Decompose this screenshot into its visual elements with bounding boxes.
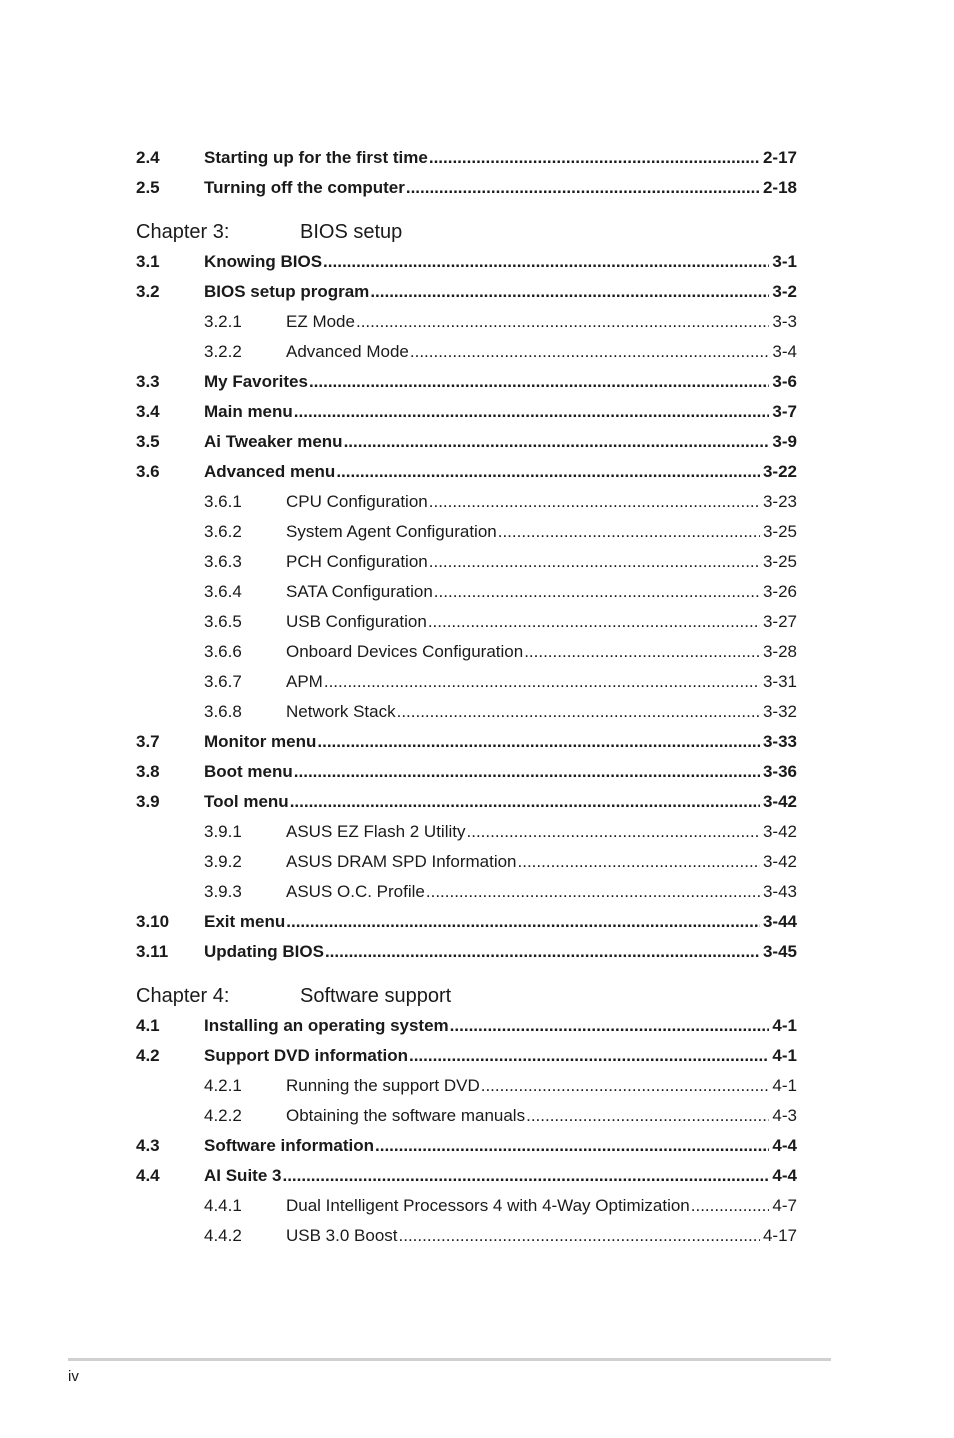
entry-line [204, 247, 797, 277]
section-title[interactable]: Onboard Devices Configuration [286, 642, 524, 661]
page-ref[interactable]: 3-23 [762, 492, 797, 511]
page-ref[interactable]: 3-32 [762, 702, 797, 721]
toc-entry[interactable] [136, 1041, 797, 1071]
toc-entry[interactable] [136, 877, 797, 907]
toc-entry[interactable] [136, 727, 797, 757]
entry-line [286, 607, 797, 637]
section-number: 4.4.2 [204, 1226, 242, 1245]
section-number: 3.6.5 [204, 612, 242, 631]
dot-leader [294, 757, 760, 787]
toc-entry[interactable] [136, 577, 797, 607]
section-number: 3.9 [136, 792, 160, 811]
toc-entry[interactable] [136, 937, 797, 967]
section-number: 4.3 [136, 1136, 160, 1155]
section-number: 3.6.2 [204, 522, 242, 541]
section-title[interactable]: Advanced menu [204, 462, 336, 481]
dot-leader [406, 173, 760, 203]
chapter-label: Chapter 4: [136, 985, 230, 1007]
dot-leader [399, 1221, 760, 1251]
toc-entry[interactable] [136, 173, 797, 203]
entry-line [204, 367, 797, 397]
page-ref[interactable]: 3-3 [772, 312, 797, 331]
chapter-title: Software support [300, 985, 452, 1007]
page-ref[interactable]: 3-1 [772, 252, 797, 271]
section-number: 4.4.1 [204, 1196, 242, 1215]
section-number: 3.2.1 [204, 312, 242, 331]
entry-line [286, 1191, 797, 1221]
dot-leader [409, 1041, 769, 1071]
page-ref[interactable]: 2-17 [762, 148, 797, 167]
entry-line [204, 1131, 797, 1161]
chapter-heading [136, 967, 797, 1011]
toc-entry[interactable] [136, 143, 797, 173]
entry-line [204, 787, 797, 817]
toc-entry[interactable] [136, 667, 797, 697]
section-title[interactable]: Running the support DVD [286, 1076, 480, 1095]
toc-entry[interactable] [136, 367, 797, 397]
page-ref[interactable]: 3-6 [772, 372, 797, 391]
toc-entry[interactable] [136, 607, 797, 637]
toc-entry[interactable] [136, 457, 797, 487]
section-number: 3.6.4 [204, 582, 242, 601]
section-title[interactable]: Updating BIOS [204, 942, 324, 961]
section-number: 3.2 [136, 282, 160, 301]
section-title[interactable]: Exit menu [204, 912, 286, 931]
entry-line [204, 1041, 797, 1071]
section-title[interactable]: AI Suite 3 [204, 1166, 282, 1185]
dot-leader [526, 1101, 769, 1131]
page-ref[interactable]: 3-36 [762, 762, 797, 781]
dot-leader [524, 637, 760, 667]
section-title[interactable]: ASUS DRAM SPD Information [286, 852, 517, 871]
toc-entry[interactable] [136, 307, 797, 337]
section-title[interactable]: Tool menu [204, 792, 289, 811]
page-ref[interactable]: 3-42 [762, 822, 797, 841]
chapter-label: Chapter 3: [136, 221, 230, 243]
page-ref[interactable]: 3-42 [762, 792, 797, 811]
entry-line [204, 1161, 797, 1191]
section-number: 3.11 [136, 942, 169, 961]
section-number: 3.10 [136, 912, 170, 931]
section-title[interactable]: APM [286, 672, 323, 691]
section-number: 3.2.2 [204, 342, 242, 361]
entry-line [286, 847, 797, 877]
toc-entry[interactable] [136, 427, 797, 457]
entry-line [286, 877, 797, 907]
toc-entry[interactable] [136, 1071, 797, 1101]
section-title[interactable]: My Favorites [204, 372, 308, 391]
toc-entry[interactable] [136, 337, 797, 367]
dot-leader [294, 397, 770, 427]
section-title[interactable]: Monitor menu [204, 732, 317, 751]
dot-leader [429, 143, 760, 173]
page-ref[interactable]: 3-7 [772, 402, 797, 421]
page-ref[interactable]: 4-1 [772, 1046, 797, 1065]
chapter-heading [136, 203, 797, 247]
toc-entry[interactable] [136, 547, 797, 577]
chapter-title: BIOS setup [300, 221, 403, 243]
page-ref[interactable]: 4-4 [772, 1166, 797, 1185]
dot-leader [434, 577, 760, 607]
entry-line [286, 697, 797, 727]
dot-leader [410, 337, 770, 367]
dot-leader [336, 457, 760, 487]
entry-line [286, 1071, 797, 1101]
section-number: 3.6.7 [204, 672, 242, 691]
entry-line [204, 757, 797, 787]
section-number: 3.8 [136, 762, 160, 781]
dot-leader [309, 367, 769, 397]
entry-line [204, 173, 797, 203]
section-title[interactable]: System Agent Configuration [286, 522, 497, 541]
dot-leader [344, 427, 770, 457]
section-title[interactable]: Dual Intelligent Processors 4 with 4-Way Optimization [286, 1196, 690, 1215]
page-ref[interactable]: 3-27 [762, 612, 797, 631]
entry-line [286, 667, 797, 697]
dot-leader [429, 487, 760, 517]
entry-line [204, 277, 797, 307]
section-title[interactable]: Turning off the computer [204, 178, 405, 197]
page-ref[interactable]: 3-45 [762, 942, 797, 961]
section-title[interactable]: Support DVD information [204, 1046, 408, 1065]
section-number: 4.2 [136, 1046, 160, 1065]
page-ref[interactable]: 2-18 [762, 178, 797, 197]
section-title[interactable]: Obtaining the software manuals [286, 1106, 526, 1125]
section-title[interactable]: SATA Configuration [286, 582, 433, 601]
dot-leader [325, 937, 760, 967]
dot-leader [397, 697, 760, 727]
section-number: 3.9.3 [204, 882, 242, 901]
entry-line [286, 817, 797, 847]
entry-line [204, 1011, 797, 1041]
dot-leader [481, 1071, 770, 1101]
page-ref[interactable]: 3-31 [762, 672, 797, 691]
entry-line [286, 547, 797, 577]
entry-line [286, 487, 797, 517]
section-number: 3.9.2 [204, 852, 242, 871]
page-ref[interactable]: 3-22 [762, 462, 797, 481]
section-title[interactable]: USB 3.0 Boost [286, 1226, 398, 1245]
dot-leader [691, 1191, 770, 1221]
dot-leader [317, 727, 760, 757]
table-of-contents [136, 143, 797, 1251]
page-ref[interactable]: 3-26 [762, 582, 797, 601]
page-ref[interactable]: 3-42 [762, 852, 797, 871]
entry-line [286, 637, 797, 667]
section-number: 4.4 [136, 1166, 160, 1185]
section-number: 3.3 [136, 372, 160, 391]
section-number: 3.6.8 [204, 702, 242, 721]
toc-entry[interactable] [136, 757, 797, 787]
dot-leader [429, 547, 760, 577]
section-title[interactable]: Main menu [204, 402, 293, 421]
section-number: 3.6.6 [204, 642, 242, 661]
section-number: 4.2.1 [204, 1076, 242, 1095]
dot-leader [290, 787, 760, 817]
page-ref[interactable]: 3-43 [762, 882, 797, 901]
section-title[interactable]: Network Stack [286, 702, 396, 721]
dot-leader [370, 277, 769, 307]
toc-entry[interactable] [136, 847, 797, 877]
toc-entry[interactable] [136, 1221, 797, 1251]
toc-entry[interactable] [136, 1161, 797, 1191]
section-number: 4.1 [136, 1016, 160, 1035]
toc-entry[interactable] [136, 787, 797, 817]
entry-line [204, 457, 797, 487]
page-ref[interactable]: 4-17 [762, 1226, 797, 1245]
section-title[interactable]: PCH Configuration [286, 552, 428, 571]
entry-line [286, 577, 797, 607]
section-title[interactable]: ASUS O.C. Profile [286, 882, 425, 901]
section-title[interactable]: Knowing BIOS [204, 252, 323, 271]
entry-line [286, 307, 797, 337]
toc-entry[interactable] [136, 697, 797, 727]
section-title[interactable]: EZ Mode [286, 312, 355, 331]
section-number: 3.6.3 [204, 552, 242, 571]
dot-leader [356, 307, 769, 337]
section-title[interactable]: Software information [204, 1136, 375, 1155]
entry-line [204, 727, 797, 757]
page-ref[interactable]: 3-25 [762, 522, 797, 541]
entry-line [204, 907, 797, 937]
dot-leader [323, 247, 769, 277]
dot-leader [286, 907, 760, 937]
page-ref[interactable]: 3-25 [762, 552, 797, 571]
dot-leader [498, 517, 760, 547]
entry-line [286, 1221, 797, 1251]
dot-leader [375, 1131, 769, 1161]
section-title[interactable]: Boot menu [204, 762, 293, 781]
page-ref[interactable]: 4-1 [772, 1076, 797, 1095]
toc-entry[interactable] [136, 1131, 797, 1161]
toc-entry[interactable] [136, 1191, 797, 1221]
section-title[interactable]: BIOS setup program [204, 282, 370, 301]
toc-entry[interactable] [136, 277, 797, 307]
entry-line [286, 1101, 797, 1131]
dot-leader [428, 607, 760, 637]
page-ref[interactable]: 4-7 [772, 1196, 797, 1215]
section-number: 3.6 [136, 462, 160, 481]
page-ref[interactable]: 3-4 [772, 342, 797, 361]
toc-entry[interactable] [136, 817, 797, 847]
entry-line [204, 427, 797, 457]
section-number: 3.4 [136, 402, 160, 421]
footer-divider [68, 1358, 831, 1361]
toc-entry[interactable] [136, 1101, 797, 1131]
section-number: 3.6.1 [204, 492, 242, 511]
page-number: iv [68, 1368, 79, 1385]
toc-entry[interactable] [136, 487, 797, 517]
section-number: 4.2.2 [204, 1106, 242, 1125]
toc-entry[interactable] [136, 247, 797, 277]
section-title[interactable]: Starting up for the first time [204, 148, 428, 167]
dot-leader [426, 877, 760, 907]
section-number: 2.4 [136, 148, 160, 167]
section-number: 3.9.1 [204, 822, 242, 841]
entry-line [204, 937, 797, 967]
toc-entry[interactable] [136, 517, 797, 547]
section-number: 2.5 [136, 178, 160, 197]
page-ref[interactable]: 3-28 [762, 642, 797, 661]
toc-entry[interactable] [136, 637, 797, 667]
page-ref[interactable]: 3-33 [762, 732, 797, 751]
toc-entry[interactable] [136, 1011, 797, 1041]
section-number: 3.5 [136, 432, 160, 451]
page-ref[interactable]: 4-1 [772, 1016, 797, 1035]
entry-line [286, 337, 797, 367]
section-title[interactable]: Advanced Mode [286, 342, 409, 361]
dot-leader [324, 667, 760, 697]
toc-entry[interactable] [136, 397, 797, 427]
section-title[interactable]: CPU Configuration [286, 492, 428, 511]
dot-leader [450, 1011, 770, 1041]
entry-line [204, 397, 797, 427]
entry-line [286, 517, 797, 547]
section-number: 3.1 [136, 252, 160, 271]
section-number: 3.7 [136, 732, 160, 751]
section-title[interactable]: USB Configuration [286, 612, 427, 631]
page-ref[interactable]: 4-4 [772, 1136, 797, 1155]
page-ref[interactable]: 4-3 [772, 1106, 797, 1125]
section-title[interactable]: Installing an operating system [204, 1016, 449, 1035]
entry-line [204, 143, 797, 173]
page-ref[interactable]: 3-2 [772, 282, 797, 301]
section-title[interactable]: Ai Tweaker menu [204, 432, 343, 451]
dot-leader [282, 1161, 769, 1191]
page-ref[interactable]: 3-44 [762, 912, 797, 931]
section-title[interactable]: ASUS EZ Flash 2 Utility [286, 822, 466, 841]
page-ref[interactable]: 3-9 [772, 432, 797, 451]
dot-leader [467, 817, 760, 847]
dot-leader [518, 847, 760, 877]
toc-entry[interactable] [136, 907, 797, 937]
